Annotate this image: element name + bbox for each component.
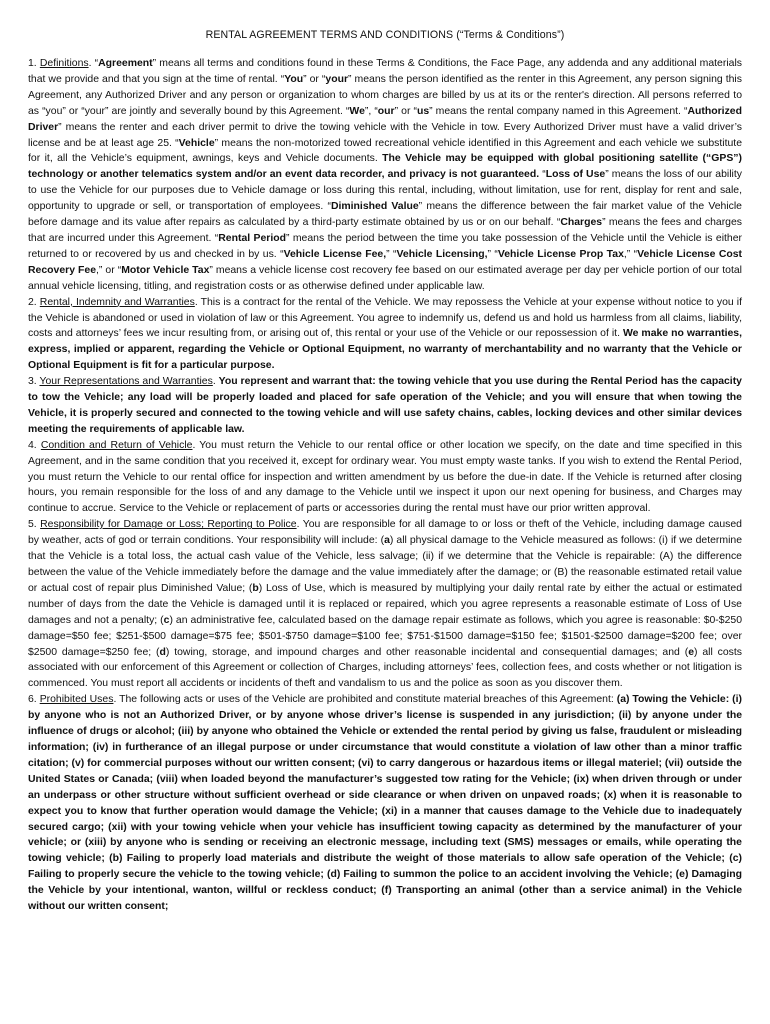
- bold-text: You: [284, 73, 304, 85]
- body-text: “: [539, 169, 546, 181]
- section-heading: Responsibility for Damage or Loss; Reporting to Police: [40, 519, 297, 531]
- section-2: [28, 295, 742, 375]
- bold-text: c: [163, 614, 170, 626]
- body-text: ”, “: [364, 105, 378, 117]
- bold-text: Motor Vehicle Tax: [121, 264, 210, 276]
- body-text: ” means the rental company named in this Agreement. “: [429, 105, 688, 117]
- body-text: . “: [88, 58, 99, 69]
- section-number: 3.: [28, 376, 37, 388]
- body-text: ” “: [386, 248, 397, 260]
- body-text: ” or “: [394, 105, 417, 117]
- bold-text: We: [349, 105, 365, 117]
- body-text: ” means a vehicle license cost recovery fee based on our estimated average per day per vehicle portion of our total annual vehicle licensing, titling, and registration costs or as otherwise defined under applicable law.: [28, 264, 742, 292]
- section-heading: Condition and Return of Vehicle: [40, 439, 193, 451]
- bold-text: Vehicle Licensing,: [396, 248, 488, 260]
- body-text: . You must return the Vehicle to our rental office or other location we specify, on the date and time specified in this Agreement, and in the same condition that you received it, except for ordinary wear. You must empty waste tanks. If you wish to extend the Rental Period, you must return the Vehicle to our rental office for inspection and written amendment by us before the due-in date. If the Vehicle is returned after closing hours, you remain responsible for the loss of and any damage to the Vehicle until we inspect it upon our next opening for business, and Charges may continue to accrue. Service to the Vehicle or replacement of parts or accessories during the rental must have our prior written approval.: [28, 439, 742, 515]
- section-1: [28, 56, 742, 295]
- bold-text: e: [688, 646, 694, 658]
- bold-text: Loss of Use: [545, 169, 606, 181]
- bold-text: (a) Towing the Vehicle: (i) by anyone who is not an Authorized Driver, or by anyone whose driver’s license is suspended in any jurisdiction; (ii) by anyone under the influence of drugs or alcohol; (iii) by anyone who obtained the Vehicle or extended the rental period by giving us false, fraudulent or misleading information; (iv) in furtherance of an illegal purpose or under circumstance that would constitute a violation of law other than a minor traffic citation; (v) for commercial purposes without our written consent; (vi) to carry dangerous or hazardous items or illegal materiel; (vii) outside the United States or Canada; (viii) when loaded beyond the manufacturer’s suggested tow rating for the Vehicle; (ix) when driven through or under an underpass or other structure without sufficient overhead or side clearance or when driven on unpaved roads; (x) when it is reasonable to expect you to know that further operation would damage the Vehicle; (xi) in a manner that causes damage to the Vehicle due to inadequately secured cargo; (xii) with your towing vehicle when your vehicle has insufficient towing capacity as determined by the manufacturer of your vehicle; or (xiii) by anyone who is sending or receiving an electronic message, including text (SMS) messages or emails, while operating the towing vehicle; (b) Failing to properly load materials and distribute the weight of those materials to allow safe operation of the Vehicle; (c) Failing to properly secure the vehicle to the towing vehicle; (d) Failing to summon the police to an accident involving the Vehicle; (e) Damaging the Vehicle by your intentional, wanton, willful or reckless conduct; (f) Transporting an animal (other than a service animal) in the Vehicle without our written consent;: [28, 694, 743, 913]
- body-text: ” means the renter and each driver permit to drive the towing vehicle with the Vehicle in tow. Every Authorized Driver must have a valid driver’s license and be at least age 25. “: [28, 121, 742, 149]
- section-heading: Definitions: [39, 58, 89, 69]
- body-text: .: [212, 376, 219, 388]
- body-text: ” means the difference between the fair market value of the Vehicle before damage and its value after repairs as calculated by a third-party estimate obtained by us or on our behalf. “: [28, 201, 742, 229]
- bold-text: Vehicle License Fee,: [283, 248, 387, 260]
- bold-text: d: [159, 646, 166, 658]
- section-5: [28, 517, 742, 692]
- body-text: ,” “: [623, 248, 638, 260]
- bold-text: our: [377, 105, 395, 117]
- bold-text: us: [416, 105, 430, 117]
- body-text: ” means all terms and conditions found in these Terms & Conditions, the Face Page, any addenda and any additional materials that we provide and that you sign at the time of rental. “: [28, 58, 742, 85]
- bold-text: We make no warranties, express, implied or apparent, regarding the Vehicle or Optional Equipment, no warranty of merchantability and no warranty that the Vehicle or Optional Equipment is fit for a particular purpose.: [28, 328, 742, 372]
- bold-text: Vehicle License Prop Tax: [497, 248, 624, 260]
- section-number: 5.: [28, 519, 37, 531]
- body-text: . This is a contract for the rental of the Vehicle. We may repossess the Vehicle at your expense without notice to you if the Vehicle is abandoned or used in violation of law or this Agreement. You agree to indemnify us, defend us and hold us harmless from all claims, liability, costs and attorneys’ fees we incur resulting from, or arising out of, this rental or your use of the Vehicle or our repossession of it.: [28, 296, 743, 340]
- bold-text: Vehicle: [178, 137, 215, 149]
- body-text: ) towing, storage, and impound charges and other reasonable incidental and consequential damages; and (: [165, 646, 689, 658]
- body-text: ) Loss of Use, which is measured by multiplying your daily rental rate by either the actual or estimated number of days from the date the Vehicle is damaged until it is replaced or repaired, which you agree represents a reasonable estimate of Loss of Use damages and not a penalty; (: [28, 582, 742, 626]
- body-text: ” means the person identified as the renter in this Agreement, any person signing this Agreement, any Authorized Driver and any person or organization to whom charges are billed by us at its or the renter's direction. All persons referred to as “you” or “your” are jointly and severally bound by this Agreement. “: [28, 73, 742, 117]
- body-text: ” or “: [303, 73, 326, 85]
- section-3: [28, 374, 742, 438]
- section-heading: Your Representations and Warranties: [39, 376, 213, 388]
- bold-text: a: [384, 535, 390, 547]
- section-4: [28, 438, 742, 518]
- body-text: ) all physical damage to the Vehicle measured as follows: (i) if we determine that the Vehicle is a total loss, the actual cash value of the Vehicle, less salvage; (ii) if we determine that the Vehicle is repairable: (A) the difference between the value of the Vehicle immediately before the damage and the value immediately after the damage; or (B) the reasonable estimated retail value or actual cost of repair plus Diminished Value; (: [28, 535, 743, 594]
- document-title: RENTAL AGREEMENT TERMS AND CONDITIONS (“Terms & Conditions”): [205, 29, 565, 41]
- bold-text: your: [325, 73, 349, 85]
- body-text: ” means the non-motorized towed recreational vehicle identified in this Agreement and each vehicle we substitute for it, all the Vehicle’s equipment, awnings, keys and Vehicle documents.: [28, 137, 742, 165]
- section-number: 2.: [28, 296, 37, 308]
- bold-text: b: [252, 582, 259, 594]
- body-text: ) all costs associated with our enforcement of this Agreement or collection of Charges, including attorneys’ fees, collection fees, and costs whether or not litigation is commenced. You must report all accidents or incidents of theft and vandalism to us and the police as soon as you discover them.: [28, 646, 742, 690]
- bold-text: Vehicle License Cost Recovery Fee: [28, 248, 743, 276]
- bold-text: The Vehicle may be equipped with global positioning satellite (“GPS”) technology or another telematics system and/or an event data recorder, and privacy is not guaranteed.: [28, 153, 742, 181]
- bold-text: Charges: [560, 217, 603, 229]
- body-text: ” “: [487, 248, 498, 260]
- body-text: ” means the loss of our ability to use the Vehicle for our purposes due to Vehicle damage or loss during this rental, including, without limitation, use for rent, display for rent and sale, opportunity to upgrade or sell, or transportation of employees. “: [28, 169, 742, 213]
- body-text: ” means the fees and charges that are incurred under this Agreement. “: [28, 217, 742, 244]
- section-number: 4.: [28, 439, 37, 451]
- body-text: ” means the period between the time you take possession of the Vehicle until the Vehicle is either returned to or recovered by us and checked in by us. “: [28, 232, 743, 260]
- section-heading: Rental, Indemnity and Warranties: [39, 296, 195, 308]
- section-heading: Prohibited Uses: [39, 694, 114, 706]
- bold-text: Agreement: [98, 58, 153, 69]
- body-text: . You are responsible for all damage to or loss or theft of the Vehicle, including damage caused by weather, acts of god or terrain conditions. Your responsibility will include: (: [28, 519, 742, 547]
- section-number: 6.: [28, 694, 37, 706]
- section-number: 1.: [28, 58, 37, 69]
- bold-text: Authorized Driver: [28, 105, 742, 133]
- terms-sections: [28, 56, 742, 915]
- bold-text: Rental Period: [218, 232, 287, 244]
- bold-text: Diminished Value: [330, 201, 419, 213]
- bold-text: You represent and warrant that: the towing vehicle that you use during the Rental Period has the capacity to tow the Vehicle; any load will be properly loaded and placed for safe operation of the Vehicle; and you will ensure that when towing the Vehicle, it is properly secured and connected to the towing vehicle and will use safety chains, cables, locking devices and other similar devices meeting the requirements of applicable law.: [28, 376, 742, 435]
- body-text: ) an administrative fee, calculated based on the damage repair estimate as follows, which you agree is reasonable: $0-$250 damage=$50 fee; $251-$500 damage=$75 fee; $501-$750 damage=$100 fee; $751-$1500 damage=$150 fee; $1501-$2500 damage=$200 fee; over $2500 damage=$250 fee; (: [28, 614, 742, 658]
- section-6: [28, 692, 742, 915]
- body-text: . The following acts or uses of the Vehicle are prohibited and constitute material breaches of this Agreement:: [113, 694, 617, 706]
- body-text: ,” or “: [96, 264, 122, 276]
